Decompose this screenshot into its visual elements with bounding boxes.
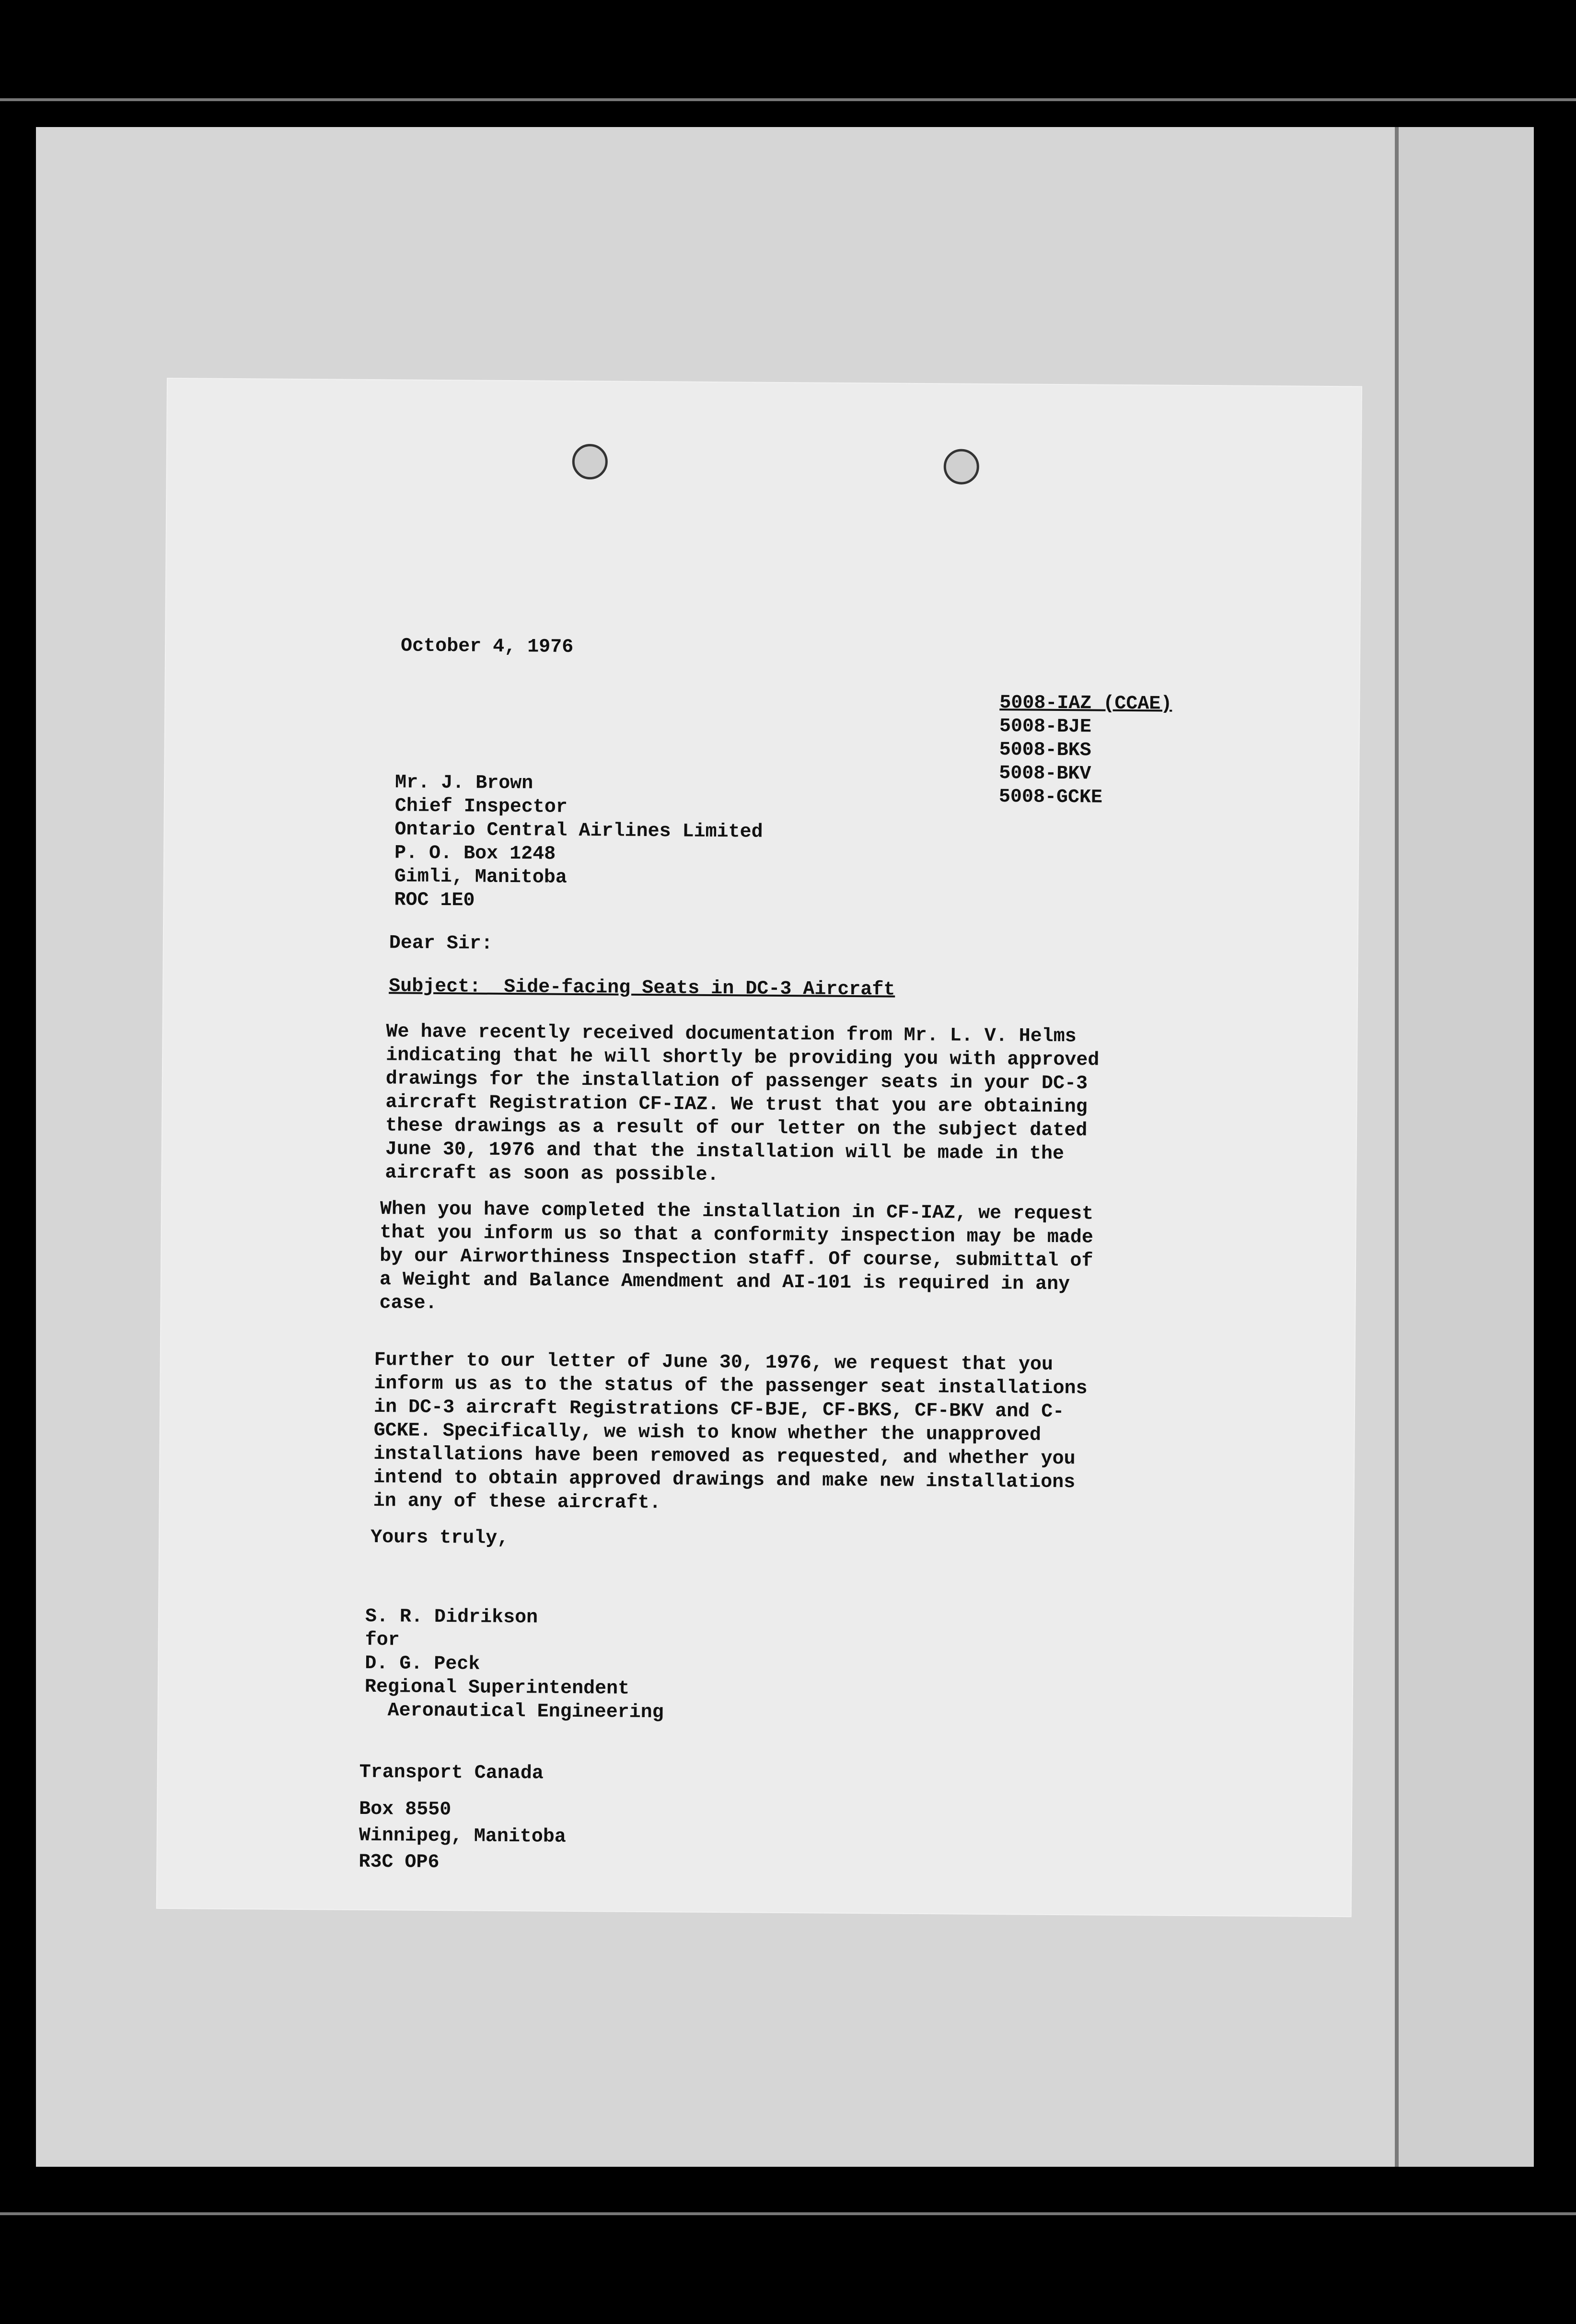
closing: Yours truly, [370, 1527, 509, 1550]
subject-line: Subject: Side-facing Seats in DC-3 Aircraft [389, 976, 895, 1001]
address-line: R3C OP6 [359, 1851, 440, 1874]
address-line: P. O. Box 1248 [394, 842, 556, 865]
body-paragraph: When you have completed the installation in CF-IAZ, we request that you inform us so that a conformity inspection may be made by our Airworthiness Inspection staff. Of course, submittal of a Weight and Balance Amendment and AI-101 is required in any case. [379, 1198, 1094, 1314]
recipient-address [394, 771, 763, 914]
punch-hole [944, 449, 980, 485]
punch-hole [572, 444, 608, 480]
address-line: Box 8550 [359, 1798, 452, 1821]
file-ref: 5008-BJE [999, 716, 1092, 738]
address-line: Ontario Central Airlines Limited [394, 819, 763, 843]
file-ref: 5008-GCKE [998, 786, 1103, 809]
address-line: Gimli, Manitoba [394, 866, 567, 889]
signature-line: Aeronautical Engineering [364, 1699, 664, 1724]
address-line: ROC 1E0 [394, 889, 475, 912]
file-ref: 5008-IAZ (CCAE) [999, 692, 1172, 715]
file-references [999, 691, 1172, 810]
signature-line: S. R. Didrikson [365, 1605, 538, 1629]
salutation: Dear Sir: [389, 932, 493, 955]
signature-line: for [365, 1629, 400, 1651]
signature-line: D. G. Peck [365, 1652, 480, 1675]
address-line: Chief Inspector [394, 795, 568, 818]
film-edge-line [0, 98, 1576, 101]
body-paragraph: We have recently received documentation from Mr. L. V. Helms indicating that he will shortly be providing you with approved drawings for the installation of passenger seats in your DC-3 aircraft Registration CF-IAZ. We trust that you are obtaining these drawings as a result of our letter on the subject dated June 30, 1976 and that the installation will be made in the aircraft as soon as possible. [385, 1021, 1100, 1186]
film-edge-line [0, 2212, 1576, 2215]
file-ref: 5008-BKS [999, 739, 1091, 762]
address-line: Mr. J. Brown [394, 772, 533, 795]
address-line: Transport Canada [359, 1761, 544, 1785]
file-ref: 5008-BKV [999, 763, 1091, 785]
letter-date: October 4, 1976 [400, 635, 574, 658]
backing-sheet-edge [1395, 127, 1534, 2167]
signature-block [364, 1605, 664, 1724]
sender-address [359, 1761, 567, 1875]
body-paragraph: Further to our letter of June 30, 1976, we request that you inform us as to the status of the passenger seat installations in DC-3 aircraft Registrations CF-BJE, CF-BKS, CF-BKV and C-GCKE. Specifically, we wish to know whether the unapproved installations have been removed as requested, and whether you intend to obtain approved drawings and make new installations in any of these aircraft. [373, 1349, 1088, 1514]
signature-line: Regional Superintendent [364, 1676, 630, 1700]
letter-page [157, 379, 1361, 1916]
address-line: Winnipeg, Manitoba [359, 1824, 567, 1848]
